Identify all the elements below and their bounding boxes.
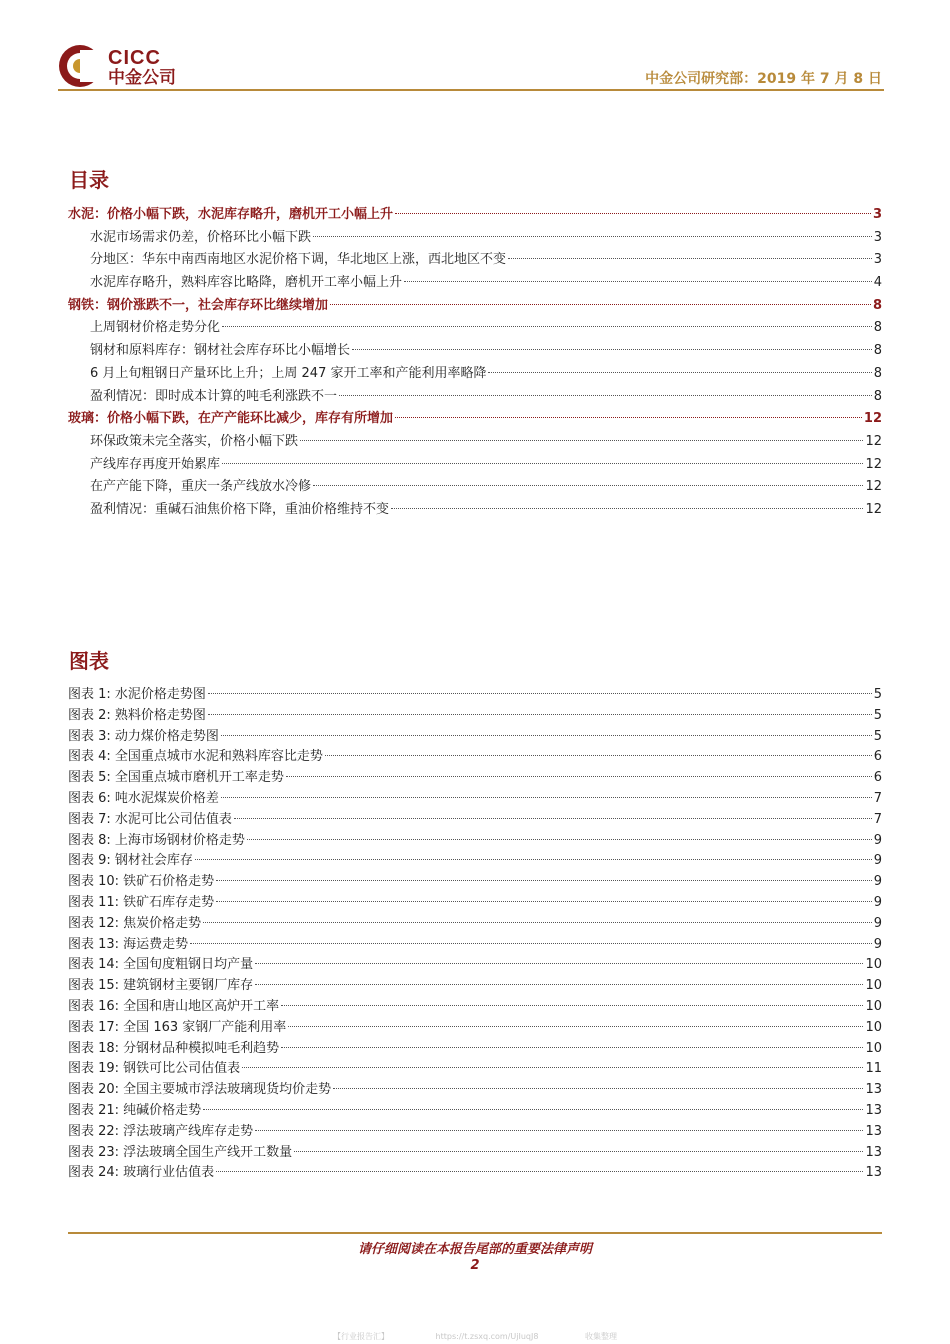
dot-leader bbox=[395, 213, 871, 214]
dot-leader bbox=[352, 349, 872, 350]
dot-leader bbox=[222, 326, 872, 327]
figure-entry[interactable] bbox=[68, 725, 882, 746]
toc-entry-text: 在产产能下降，重庆一条产线放水冷修 bbox=[90, 479, 312, 495]
figures-title: 图表 bbox=[69, 649, 109, 673]
dot-leader bbox=[221, 797, 872, 798]
figure-entry-page: 7 bbox=[873, 811, 882, 827]
toc-entry-text: 盈利情况：重碱石油焦价格下降，重油价格维持不变 bbox=[90, 501, 390, 517]
watermark-middle: https://t.zsxq.com/UjIuqJ8 bbox=[435, 1332, 539, 1341]
figure-entry-page: 10 bbox=[865, 1019, 882, 1035]
toc-entry-text: 玻璃：价格小幅下跌，在产产能环比减少，库存有所增加 bbox=[68, 411, 394, 427]
toc-entry-text: 产线库存再度开始累库 bbox=[90, 456, 221, 472]
figure-entry-page: 11 bbox=[865, 1061, 882, 1077]
figure-entry-text: 图表 9: 钢材社会库存 bbox=[68, 853, 193, 869]
toc-entry-text: 环保政策未完全落实，价格小幅下跌 bbox=[90, 433, 299, 449]
dot-leader bbox=[288, 1026, 863, 1027]
figure-entry-text: 图表 6: 吨水泥煤炭价格差 bbox=[68, 790, 219, 806]
figure-entry[interactable] bbox=[68, 829, 882, 850]
toc-entry-page: 3 bbox=[873, 229, 882, 245]
toc-entry-page: 3 bbox=[873, 252, 882, 268]
dot-leader bbox=[286, 776, 872, 777]
figure-entry-text: 图表 22: 浮法玻璃产线库存走势 bbox=[68, 1123, 254, 1139]
figure-entry[interactable] bbox=[68, 1078, 882, 1099]
figure-entry[interactable] bbox=[68, 683, 882, 704]
toc-list bbox=[68, 203, 882, 521]
figure-entry-page: 10 bbox=[865, 978, 882, 994]
figure-entry[interactable] bbox=[68, 1141, 882, 1162]
figure-entry-text: 图表 15: 建筑钢材主要钢厂库存 bbox=[68, 978, 254, 994]
toc-entry[interactable] bbox=[68, 430, 882, 453]
figure-entry-text: 图表 24: 玻璃行业估值表 bbox=[68, 1165, 215, 1181]
figure-entry[interactable] bbox=[68, 787, 882, 808]
dot-leader bbox=[255, 963, 863, 964]
toc-entry-text: 水泥：价格小幅下跌，水泥库存略升，磨机开工小幅上升 bbox=[68, 207, 394, 222]
figures-list bbox=[68, 683, 882, 1182]
toc-entry-page: 12 bbox=[865, 479, 882, 495]
dot-leader bbox=[300, 440, 863, 441]
toc-title: 目录 bbox=[69, 168, 109, 192]
dot-leader bbox=[216, 1171, 863, 1172]
figure-entry-text: 图表 11: 铁矿石库存走势 bbox=[68, 894, 215, 910]
dot-leader bbox=[203, 922, 872, 923]
toc-entry[interactable] bbox=[68, 203, 882, 226]
figure-entry[interactable] bbox=[68, 912, 882, 933]
figure-entry[interactable] bbox=[68, 953, 882, 974]
toc-entry-page: 8 bbox=[873, 388, 882, 404]
figure-entry-text: 图表 21: 纯碱价格走势 bbox=[68, 1102, 202, 1118]
toc-entry[interactable] bbox=[68, 362, 882, 385]
toc-entry-text: 上周钢材价格走势分化 bbox=[90, 320, 221, 336]
dot-leader bbox=[208, 714, 872, 715]
figure-entry-page: 6 bbox=[873, 770, 882, 786]
figure-entry[interactable] bbox=[68, 745, 882, 766]
figure-entry-page: 9 bbox=[873, 874, 882, 890]
page-number: 2 bbox=[470, 1258, 480, 1273]
toc-entry[interactable] bbox=[68, 226, 882, 249]
figure-entry-text: 图表 7: 水泥可比公司估值表 bbox=[68, 811, 232, 827]
legal-notice: 请仔细阅读在本报告尾部的重要法律声明 bbox=[357, 1242, 592, 1257]
figure-entry[interactable] bbox=[68, 1037, 882, 1058]
toc-entry-page: 8 bbox=[873, 343, 882, 359]
toc-entry[interactable] bbox=[68, 498, 882, 521]
figure-entry-page: 9 bbox=[873, 894, 882, 910]
toc-entry-page: 3 bbox=[872, 207, 882, 222]
figure-entry[interactable] bbox=[68, 808, 882, 829]
figure-entry-text: 图表 20: 全国主要城市浮法玻璃现货均价走势 bbox=[68, 1082, 332, 1098]
dot-leader bbox=[339, 395, 872, 396]
dot-leader bbox=[222, 463, 863, 464]
toc-entry[interactable] bbox=[68, 294, 882, 317]
figure-entry[interactable] bbox=[68, 870, 882, 891]
toc-entry-page: 12 bbox=[865, 433, 882, 449]
dot-leader bbox=[208, 693, 872, 694]
dot-leader bbox=[391, 508, 863, 509]
figure-entry-page: 9 bbox=[873, 832, 882, 848]
page-header bbox=[58, 44, 884, 94]
figure-entry-text: 图表 8: 上海市场钢材价格走势 bbox=[68, 832, 245, 848]
watermark-left: 【行业报告汇】 bbox=[333, 1332, 389, 1341]
figure-entry-text: 图表 17: 全国 163 家钢厂产能利用率 bbox=[68, 1019, 287, 1035]
figure-entry[interactable] bbox=[68, 1099, 882, 1120]
figure-entry[interactable] bbox=[68, 891, 882, 912]
dot-leader bbox=[190, 943, 872, 944]
toc-entry-text: 钢材和原料库存：钢材社会库存环比小幅增长 bbox=[90, 343, 351, 359]
figure-entry-text: 图表 2: 熟料价格走势图 bbox=[68, 707, 206, 723]
toc-entry[interactable] bbox=[68, 453, 882, 476]
toc-entry[interactable] bbox=[68, 475, 882, 498]
figure-entry-text: 图表 18: 分钢材品种模拟吨毛利趋势 bbox=[68, 1040, 280, 1056]
toc-entry-page: 4 bbox=[873, 275, 882, 291]
toc-entry-page: 12 bbox=[865, 501, 882, 517]
dot-leader bbox=[508, 258, 872, 259]
logo-cn: 中金公司 bbox=[108, 68, 176, 88]
figure-entry-page: 5 bbox=[873, 707, 882, 723]
toc-entry-page: 8 bbox=[873, 365, 882, 381]
figure-entry-page: 13 bbox=[865, 1123, 882, 1139]
toc-entry[interactable] bbox=[68, 316, 882, 339]
toc-entry[interactable] bbox=[68, 385, 882, 408]
figure-entry-page: 7 bbox=[873, 790, 882, 806]
dot-leader bbox=[330, 304, 871, 305]
toc-entry-page: 8 bbox=[872, 297, 882, 313]
figure-entry[interactable] bbox=[68, 704, 882, 725]
logo-en: CICC bbox=[108, 47, 161, 69]
dot-leader bbox=[281, 1005, 863, 1006]
toc-entry-text: 6 月上旬粗钢日产量环比上升；上周 247 家开工率和产能利用率略降 bbox=[90, 365, 487, 381]
toc-entry-text: 水泥市场需求仍差，价格环比小幅下跌 bbox=[90, 229, 312, 245]
dot-leader bbox=[488, 372, 871, 373]
figure-entry[interactable] bbox=[68, 1016, 882, 1037]
figure-entry[interactable] bbox=[68, 766, 882, 787]
header-divider bbox=[58, 89, 884, 91]
dot-leader bbox=[404, 281, 872, 282]
dot-leader bbox=[255, 1130, 863, 1131]
figure-entry[interactable] bbox=[68, 849, 882, 870]
dot-leader bbox=[294, 1151, 863, 1152]
toc-entry-text: 水泥库存略升，熟料库容比略降，磨机开工率小幅上升 bbox=[90, 275, 403, 291]
toc-entry[interactable] bbox=[68, 271, 882, 294]
figure-entry[interactable] bbox=[68, 1120, 882, 1141]
watermark-right: 收集整理 bbox=[585, 1332, 617, 1341]
header-date: 中金公司研究部：2019 年 7 月 8 日 bbox=[645, 71, 882, 87]
figure-entry[interactable] bbox=[68, 995, 882, 1016]
figure-entry-page: 13 bbox=[865, 1165, 882, 1181]
dot-leader bbox=[242, 1067, 863, 1068]
figure-entry-text: 图表 1: 水泥价格走势图 bbox=[68, 687, 206, 702]
dot-leader bbox=[234, 818, 872, 819]
figure-entry-page: 5 bbox=[873, 687, 882, 702]
figure-entry-page: 9 bbox=[873, 915, 882, 931]
dot-leader bbox=[395, 417, 862, 418]
dot-leader bbox=[313, 236, 872, 237]
figure-entry-page: 10 bbox=[865, 957, 882, 973]
dot-leader bbox=[203, 1109, 863, 1110]
watermark bbox=[0, 1331, 950, 1342]
figure-entry-text: 图表 13: 海运费走势 bbox=[68, 936, 189, 952]
dot-leader bbox=[247, 839, 872, 840]
figure-entry-page: 5 bbox=[873, 728, 882, 744]
figure-entry-text: 图表 16: 全国和唐山地区高炉开工率 bbox=[68, 998, 280, 1014]
figure-entry-text: 图表 12: 焦炭价格走势 bbox=[68, 915, 202, 931]
figure-entry-page: 13 bbox=[865, 1144, 882, 1160]
figure-entry[interactable] bbox=[68, 974, 882, 995]
cicc-logo-icon bbox=[58, 44, 102, 88]
toc-entry-page: 12 bbox=[863, 411, 882, 427]
figure-entry-text: 图表 19: 钢铁可比公司估值表 bbox=[68, 1061, 241, 1077]
toc-entry[interactable] bbox=[68, 248, 882, 271]
figure-entry[interactable] bbox=[68, 933, 882, 954]
figure-entry-page: 10 bbox=[865, 998, 882, 1014]
dot-leader bbox=[195, 859, 872, 860]
dot-leader bbox=[221, 735, 872, 736]
figure-entry-text: 图表 4: 全国重点城市水泥和熟料库容比走势 bbox=[68, 749, 323, 765]
figure-entry[interactable] bbox=[68, 1161, 882, 1182]
figure-entry-page: 13 bbox=[865, 1102, 882, 1118]
figure-entry-text: 图表 3: 动力煤价格走势图 bbox=[68, 728, 219, 744]
figure-entry-text: 图表 23: 浮法玻璃全国生产线开工数量 bbox=[68, 1144, 293, 1160]
figure-entry-text: 图表 10: 铁矿石价格走势 bbox=[68, 874, 215, 890]
toc-entry[interactable] bbox=[68, 407, 882, 430]
toc-entry-text: 分地区：华东中南西南地区水泥价格下调，华北地区上涨，西北地区不变 bbox=[90, 252, 507, 268]
figure-entry-page: 10 bbox=[865, 1040, 882, 1056]
dot-leader bbox=[313, 485, 863, 486]
figure-entry-page: 9 bbox=[873, 936, 882, 952]
footer-divider bbox=[68, 1232, 882, 1234]
dot-leader bbox=[216, 880, 872, 881]
figure-entry-text: 图表 5: 全国重点城市磨机开工率走势 bbox=[68, 770, 284, 786]
figure-entry[interactable] bbox=[68, 1057, 882, 1078]
toc-entry-page: 12 bbox=[865, 456, 882, 472]
dot-leader bbox=[333, 1088, 863, 1089]
toc-entry[interactable] bbox=[68, 339, 882, 362]
dot-leader bbox=[281, 1047, 863, 1048]
dot-leader bbox=[216, 901, 872, 902]
logo-wordmark bbox=[108, 48, 176, 88]
toc-entry-text: 盈利情况：即时成本计算的吨毛利涨跌不一 bbox=[90, 388, 338, 404]
toc-entry-page: 8 bbox=[873, 320, 882, 336]
figure-entry-page: 9 bbox=[873, 853, 882, 869]
dot-leader bbox=[255, 984, 863, 985]
figure-entry-text: 图表 14: 全国旬度粗钢日均产量 bbox=[68, 957, 254, 973]
dot-leader bbox=[325, 755, 872, 756]
figure-entry-page: 13 bbox=[865, 1082, 882, 1098]
toc-entry-text: 钢铁：钢价涨跌不一，社会库存环比继续增加 bbox=[68, 297, 329, 313]
figure-entry-page: 6 bbox=[873, 749, 882, 765]
